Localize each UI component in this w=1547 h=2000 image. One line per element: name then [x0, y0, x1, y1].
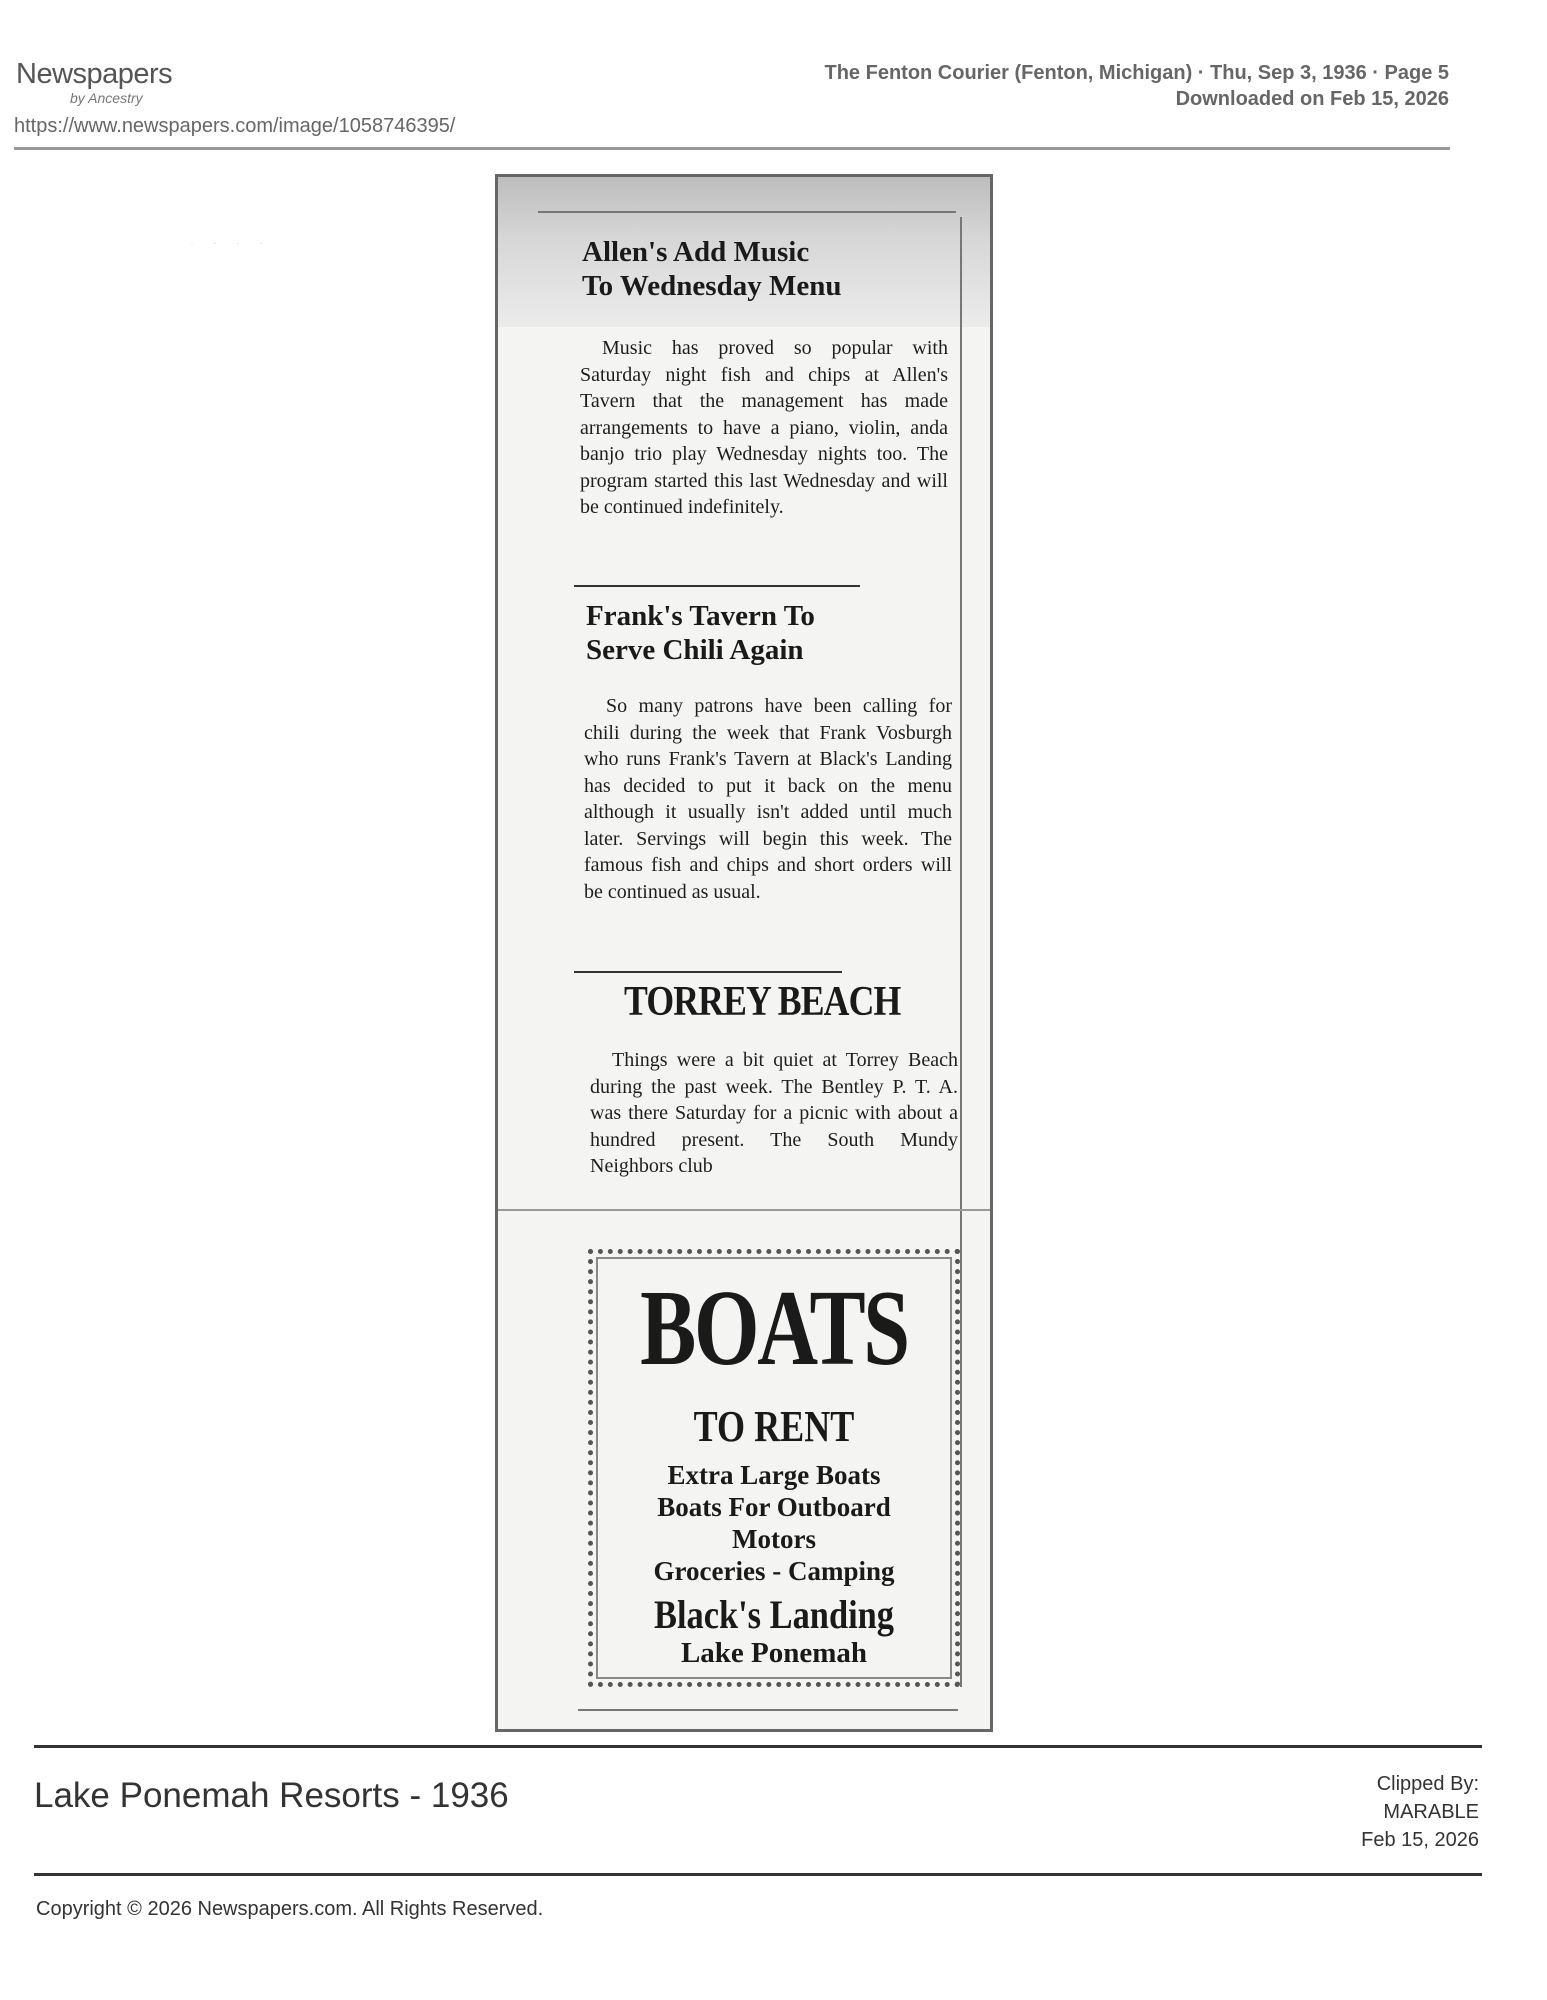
clipping-bottom-rule: [578, 1709, 958, 1711]
logo-text: Newspapers: [16, 58, 173, 90]
boat-rental-advertisement: [588, 1249, 960, 1687]
clipping-header: [0, 0, 1547, 160]
article-text: Music has proved so popular with Saturday night fish and chips at Allen's Tavern that the management has made arrangements to have a piano, violin, anda banjo trio play Wednesday nights too. The program started this last Wednesday and will be continued indefinitely.: [580, 337, 948, 518]
ad-location: Lake Ponemah: [680, 1637, 868, 1669]
publication-info: [824, 60, 1449, 112]
article-headline-torrey: TORREY BEACH: [624, 979, 901, 1025]
ad-line: Motors: [732, 1524, 816, 1554]
clip-url-link[interactable]: https://www.newspapers.com/image/1058746395/: [14, 115, 456, 137]
header-divider: [14, 147, 1450, 150]
footer-divider-top: [34, 1745, 1482, 1748]
clip-title: Lake Ponemah Resorts - 1936: [34, 1776, 509, 1815]
article-separator: [574, 971, 842, 973]
scan-smudge: · · · ·: [190, 236, 271, 250]
headline-line: To Wednesday Menu: [582, 270, 842, 302]
ad-line: Groceries - Camping: [653, 1556, 895, 1586]
headline-line: Allen's Add Music: [582, 236, 810, 268]
column-rule: [960, 217, 962, 1687]
article-separator: [574, 585, 860, 587]
footer-divider-bottom: [34, 1873, 1482, 1876]
article-text: Things were a bit quiet at Torrey Beach during the past week. The Bentley P. T. A. was there Saturday for a picnic with about a hundred present. The South Mundy Neighbors club: [590, 1049, 958, 1177]
logo-subtitle: by Ancestry: [70, 90, 143, 106]
ad-subtitle: TO RENT: [693, 1402, 855, 1451]
ad-line: Extra Large Boats: [667, 1460, 881, 1490]
article-body-frank: [584, 693, 952, 905]
article-body-torrey: [590, 1047, 958, 1180]
article-body-allen: [580, 335, 948, 521]
newspapers-logo[interactable]: [16, 58, 172, 91]
article-headline-frank: [586, 599, 815, 667]
ad-title: BOATS: [640, 1269, 908, 1388]
ad-business-name: Black's Landing: [654, 1592, 894, 1637]
clipped-by-label: Clipped By:: [1376, 1773, 1479, 1795]
column-top-rule: [538, 211, 956, 213]
section-divider: [498, 1209, 990, 1211]
headline-line: Frank's Tavern To: [586, 600, 815, 632]
clipped-by-info: [1361, 1770, 1479, 1854]
article-text: So many patrons have been calling for chili during the week that Frank Vosburgh who runs Frank's Tavern at Black's Landing has decided to put it back on the menu although it usually isn't added until much later. Servings will begin this week. The famous fish and chips and short orders will be continued as usual.: [584, 695, 952, 903]
downloaded-line: Downloaded on Feb 15, 2026: [1175, 88, 1449, 110]
newspaper-clipping-image: [495, 174, 993, 1732]
headline-line: Serve Chili Again: [586, 634, 804, 666]
copyright-notice: Copyright © 2026 Newspapers.com. All Rights Reserved.: [36, 1898, 544, 1920]
clipped-by-user[interactable]: MARABLE: [1383, 1801, 1479, 1823]
ad-line: Boats For Outboard: [657, 1492, 891, 1522]
clipped-date: Feb 15, 2026: [1361, 1829, 1479, 1851]
paper-line: The Fenton Courier (Fenton, Michigan) · Thu, Sep 3, 1936 · Page 5: [824, 62, 1449, 84]
article-headline-allen: [582, 235, 841, 303]
